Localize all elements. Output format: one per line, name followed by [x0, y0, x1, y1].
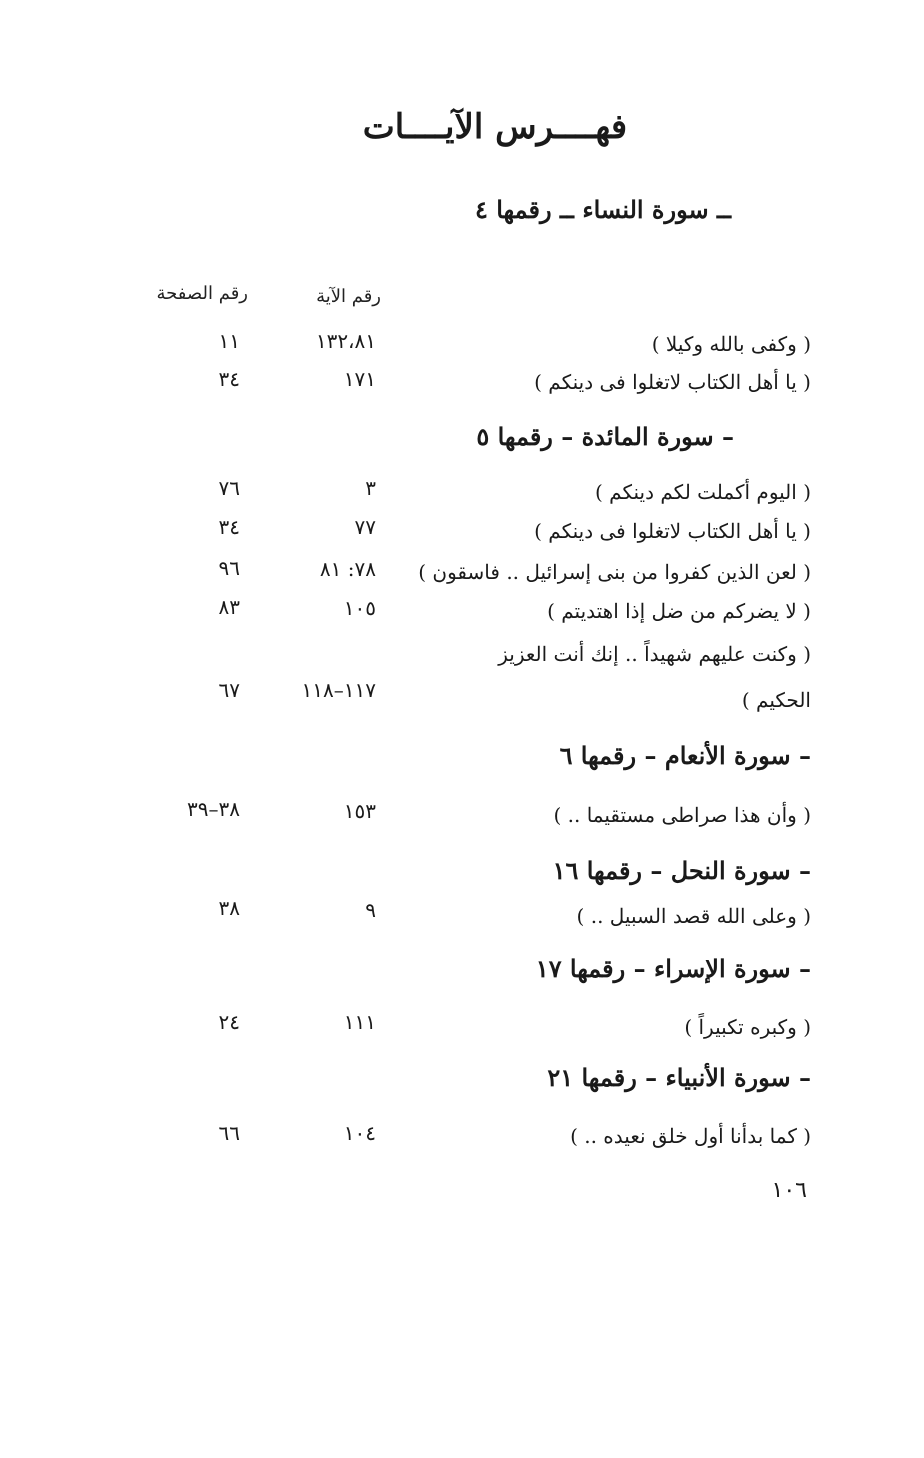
aya-number: ٣	[365, 476, 376, 500]
aya-number: ١٣٢،٨١	[315, 329, 376, 353]
aya-number: ١٠٤	[343, 1121, 376, 1145]
aya-number: ١١٧–١١٨	[301, 678, 376, 702]
verse-text: ( وكنت عليهم شهيداً .. إنك أنت العزيز	[498, 642, 811, 666]
page-number-ref: ٦٦	[218, 1121, 240, 1145]
page-number-ref: ١١	[218, 329, 240, 353]
page-number-ref: ٣٤	[218, 367, 240, 391]
page-number-ref: ٩٦	[218, 556, 240, 580]
verse-text: ( كما بدأنا أول خلق نعيده .. )	[570, 1124, 811, 1148]
page-number-ref: ٣٨–٣٩	[187, 797, 240, 821]
page-number-ref: ٦٧	[218, 678, 240, 702]
surah-heading-isra: – سورة الإسراء – رقمها ١٧	[535, 954, 811, 983]
verse-text: ( لا يضركم من ضل إذا اهتديتم )	[547, 599, 811, 623]
verse-text: ( وكفى بالله وكيلا )	[651, 332, 811, 356]
column-header-aya: رقم الآية	[316, 286, 381, 307]
surah-heading-nahl: – سورة النحل – رقمها ١٦	[552, 856, 811, 885]
surah-heading-anam: – سورة الأنعام – رقمها ٦	[559, 741, 811, 770]
page-number: ١٠٦	[771, 1178, 807, 1203]
verse-text: ( وأن هذا صراطى مستقيما .. )	[553, 803, 811, 827]
aya-number: ٧٧	[354, 515, 376, 539]
page-title: فهــــرس الآيــــات	[362, 107, 628, 147]
page-number-ref: ٣٤	[218, 515, 240, 539]
verse-text-continued: الحكيم )	[741, 688, 811, 712]
aya-number: ١٥٣	[343, 799, 376, 823]
surah-heading-nisa: ــ سورة النساء ــ رقمها ٤	[474, 195, 731, 224]
verse-text: ( لعن الذين كفروا من بنى إسرائيل .. فاسقون )	[418, 560, 811, 584]
aya-number: ٧٨: ٨١	[319, 557, 376, 581]
column-header-page: رقم الصفحة	[156, 283, 248, 304]
surah-heading-anbiya: – سورة الأنبياء – رقمها ٢١	[547, 1063, 811, 1092]
verse-text: ( وكبره تكبيراً )	[684, 1015, 811, 1039]
page-number-ref: ٨٣	[218, 595, 240, 619]
page-number-ref: ٧٦	[218, 476, 240, 500]
surah-heading-maidah: – سورة المائدة – رقمها ٥	[476, 422, 734, 451]
page-number-ref: ٢٤	[218, 1010, 240, 1034]
page-number-ref: ٣٨	[218, 896, 240, 920]
aya-number: ١٧١	[343, 367, 376, 391]
verse-text: ( وعلى الله قصد السبيل .. )	[576, 904, 811, 928]
aya-number: ١١١	[343, 1010, 376, 1034]
verse-text: ( يا أهل الكتاب لاتغلوا فى دينكم )	[534, 519, 811, 543]
aya-number: ١٠٥	[343, 596, 376, 620]
aya-number: ٩	[365, 898, 376, 922]
verse-text: ( يا أهل الكتاب لاتغلوا فى دينكم )	[534, 370, 811, 394]
verse-text: ( اليوم أكملت لكم دينكم )	[594, 480, 811, 504]
